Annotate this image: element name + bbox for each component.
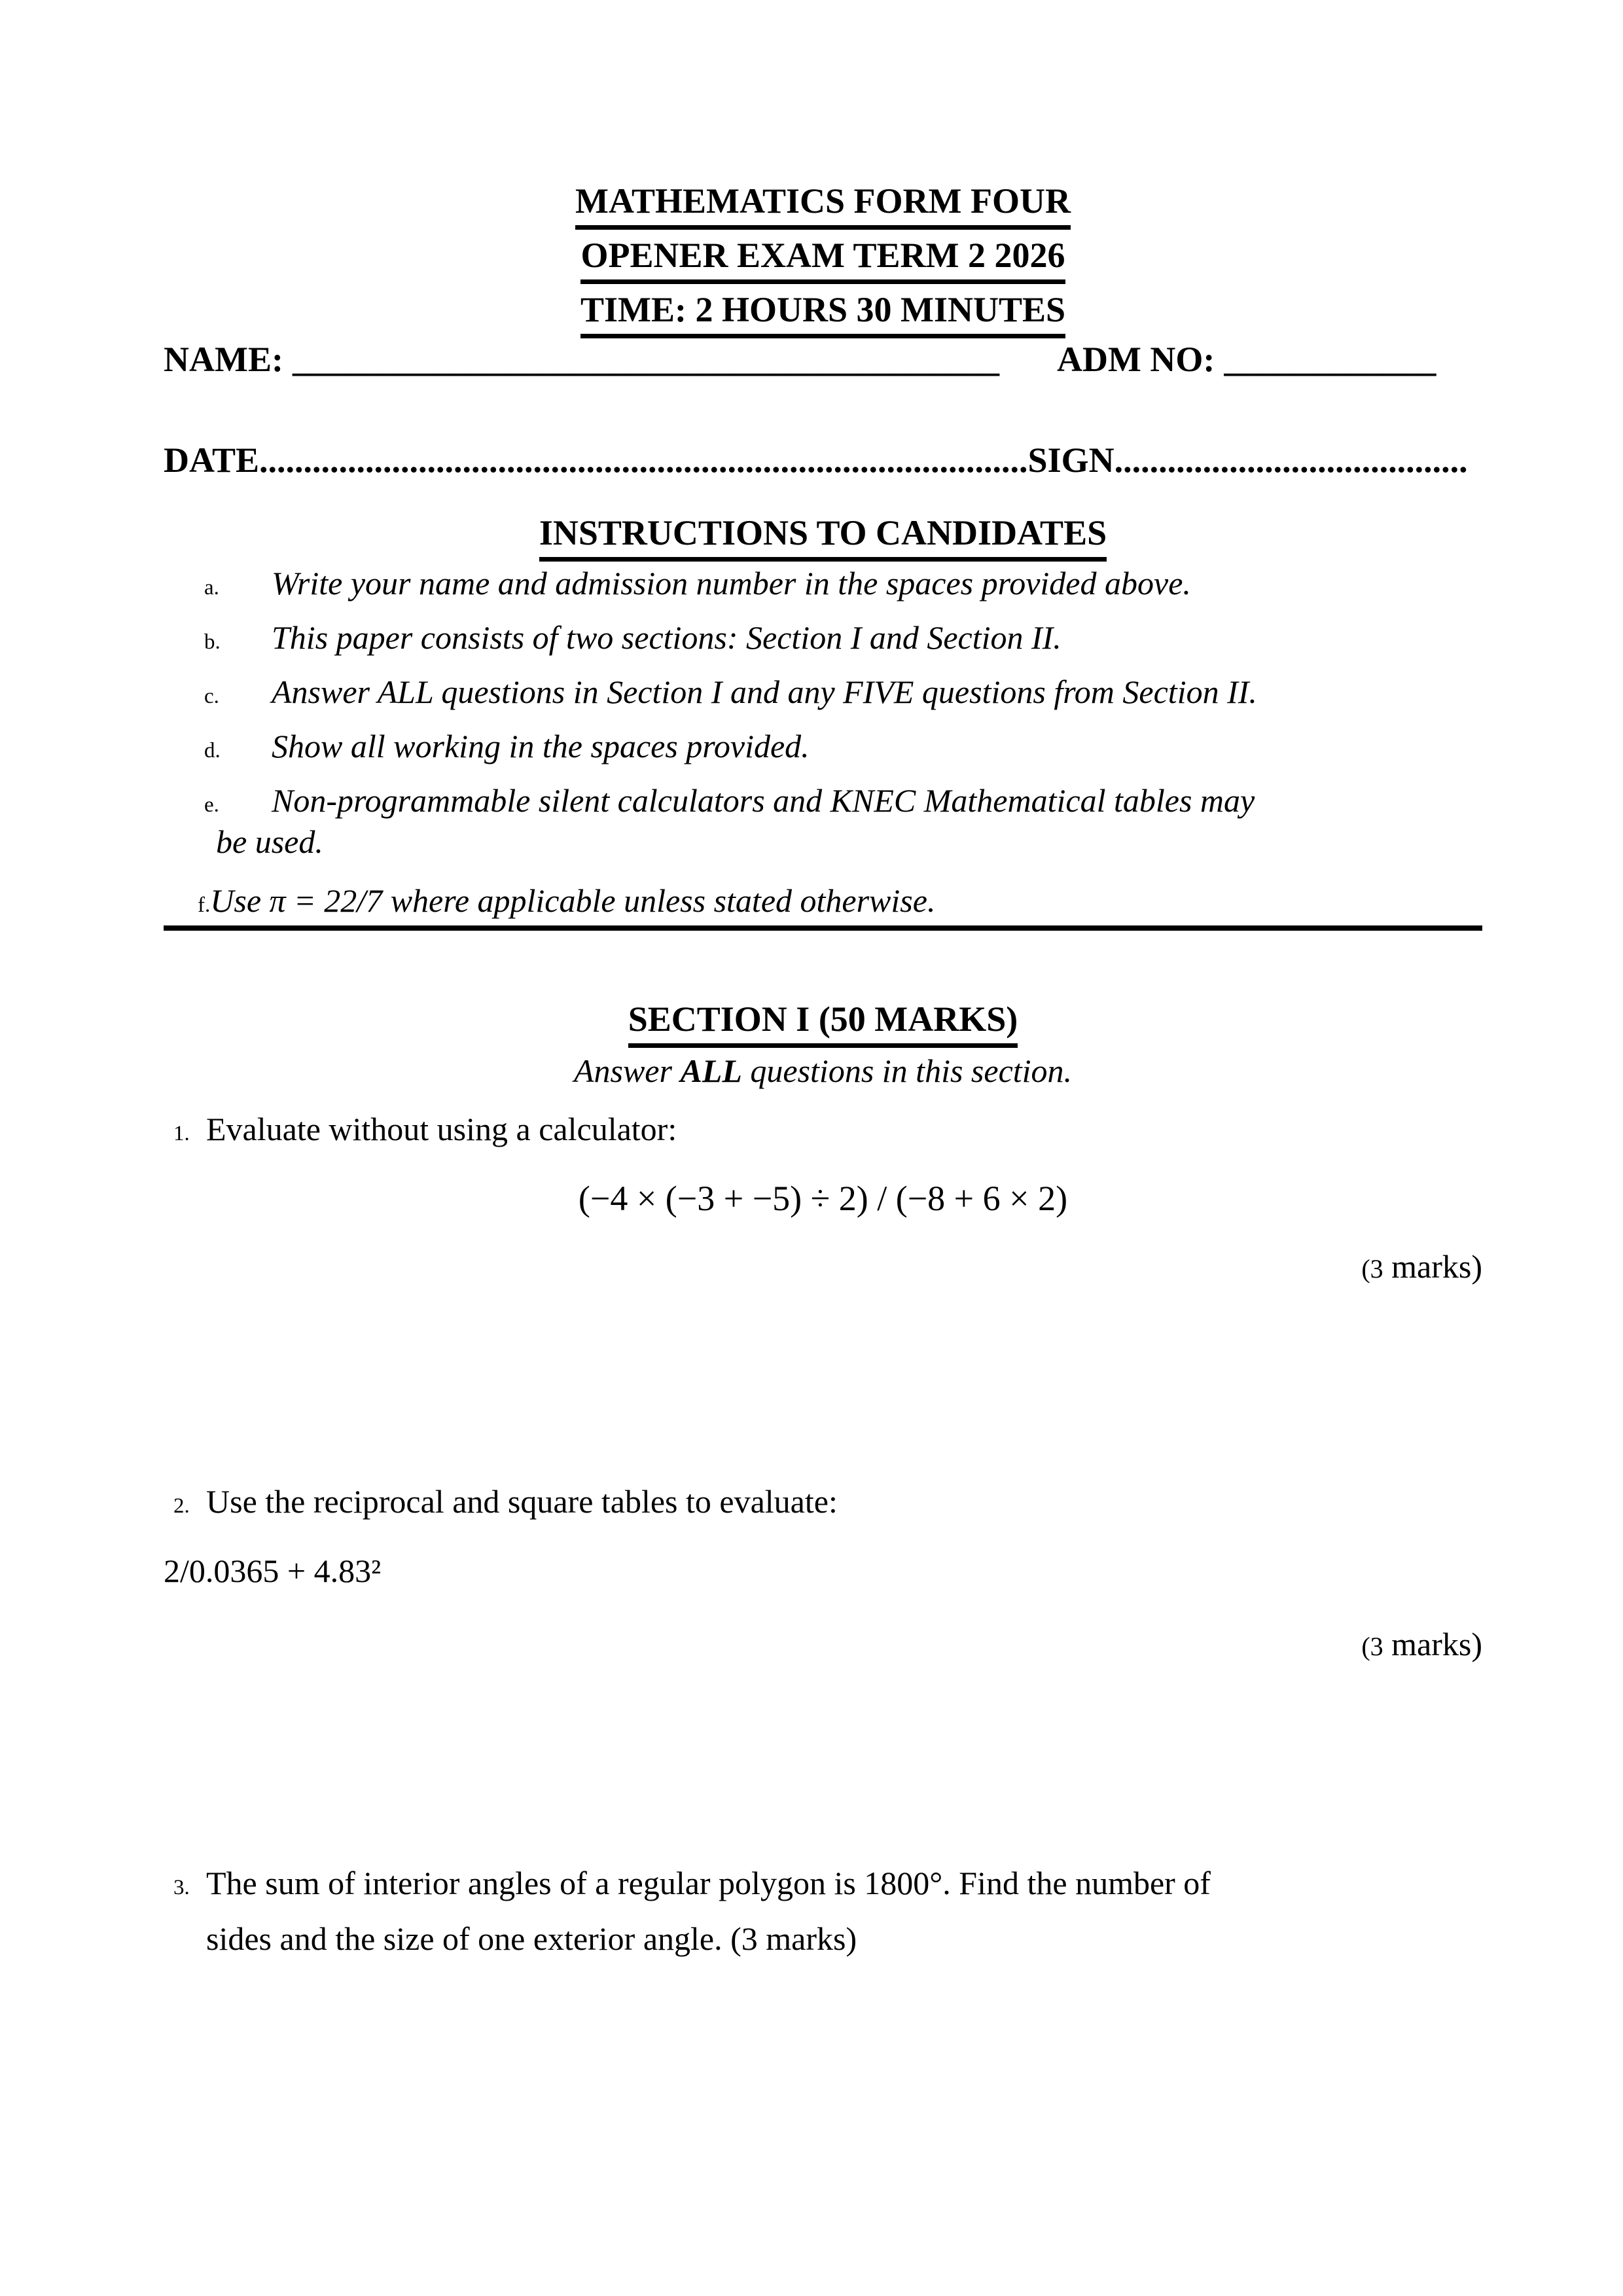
question-3 [164,1857,1482,1964]
question-2-text: Use the reciprocal and square tables to evaluate: [206,1483,838,1520]
question-1-number: 1. [173,1122,190,1145]
instruction-item-d [164,728,1482,766]
question-2-marks-small: (3 [1361,1632,1383,1661]
question-1-marks-small: (3 [1361,1254,1383,1283]
section1-heading: SECTION I (50 MARKS) [628,999,1018,1048]
name-adm-row [164,339,1482,380]
instruction-marker-a: a. [204,576,219,600]
section1-heading-wrap [164,999,1482,1048]
instruction-text-e: Non-programmable silent calculators and KNEC Mathematical tables may [272,782,1255,819]
question-2-marks [164,1626,1482,1664]
question-2-marks-rest: marks) [1383,1626,1482,1662]
instruction-text-a: Write your name and admission number in the spaces provided above. [272,565,1191,601]
question-1-formula: (−4 × (−3 + −5) ÷ 2) / (−8 + 6 × 2) [578,1179,1068,1218]
question-2-number: 2. [173,1494,190,1518]
section1-subtitle [164,1052,1482,1090]
title-line-3-wrap [164,289,1482,338]
title-line-2-wrap [164,235,1482,284]
exam-time-title: TIME: 2 HOURS 30 MINUTES [580,289,1065,338]
instruction-marker-f: f. [198,893,211,917]
instruction-item-a [164,565,1482,603]
instructions-heading-wrap [164,512,1482,562]
question-1-text: Evaluate without using a calculator: [206,1111,677,1147]
subtitle-prefix: Answer [573,1052,681,1089]
question-1-marks-rest: marks) [1383,1248,1482,1285]
instruction-text-f: Use π = 22/7 where applicable unless stated otherwise. [210,882,936,919]
sign-label: SIGN [1027,440,1115,480]
date-dotted-line: ....................................................................................... [259,440,1028,480]
name-label: NAME: [164,340,283,379]
question-2 [164,1483,1482,1521]
divider-rule [164,925,1482,931]
question-2-expression: 2/0.0365 + 4.83² [164,1552,382,1589]
instruction-text-b: This paper consists of two sections: Section I and Section II. [272,619,1061,656]
instruction-text-c: Answer ALL questions in Section I and any FIVE questions from Section II. [272,673,1257,710]
instruction-marker-c: c. [204,685,219,708]
question-3-text-line-2: sides and the size of one exterior angle. (3 marks) [206,1920,857,1957]
question-1 [164,1111,1482,1149]
date-sign-row [164,440,1482,480]
instruction-marker-b: b. [204,630,221,654]
instruction-item-c [164,673,1482,711]
question-3-line-1 [164,1857,1482,1913]
sign-dotted-line: ........................................ [1114,440,1468,480]
question-3-number: 3. [173,1876,190,1899]
adm-no-label: ADM NO: [1056,340,1215,379]
adm-no-blank-line: ____________ [1224,340,1436,379]
subtitle-suffix: questions in this section. [741,1052,1073,1089]
question-1-marks [164,1248,1482,1286]
question-3-text-line-1: The sum of interior angles of a regular polygon is 1800°. Find the number of [206,1865,1211,1901]
exam-subject-title: MATHEMATICS FORM FOUR [575,181,1071,230]
title-block [164,181,1482,344]
exam-name-title: OPENER EXAM TERM 2 2026 [580,235,1065,284]
instruction-text-d: Show all working in the spaces provided. [272,728,810,764]
date-label: DATE [164,440,260,480]
instruction-text-e-continuation: be used. [216,823,323,860]
instructions-heading: INSTRUCTIONS TO CANDIDATES [539,512,1107,562]
instruction-item-b [164,619,1482,657]
title-line-1-wrap [164,181,1482,230]
subtitle-bold-all: ALL [680,1052,742,1089]
instruction-marker-e: e. [204,793,219,817]
name-blank-line: ________________________________________ [292,340,999,379]
instruction-item-e [164,782,1482,820]
instruction-marker-d: d. [204,739,221,762]
instruction-item-f [198,882,935,920]
